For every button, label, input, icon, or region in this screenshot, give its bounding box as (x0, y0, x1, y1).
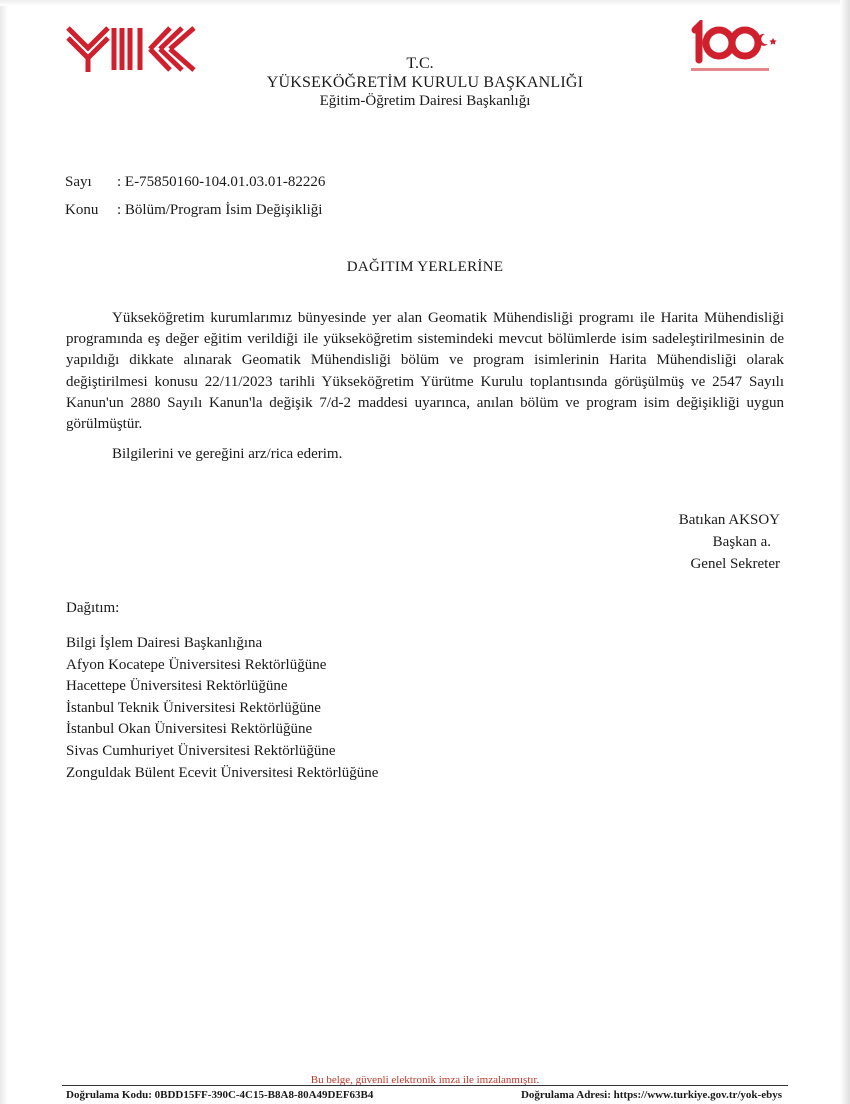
scan-edge-right (840, 0, 850, 1104)
meta-konu-label: Konu (65, 202, 99, 218)
list-item: Hacettepe Üniversitesi Rektörlüğüne (66, 678, 288, 695)
list-item: Bilgi İşlem Dairesi Başkanlığına (66, 635, 263, 651)
closing-line: Bilgilerini ve gereğini arz/rica ederim. (112, 446, 343, 462)
e-signature-notice: Bu belge, güvenli elektronik imza ile imzalanmıştır. (310, 1074, 540, 1086)
list-item: Sivas Cumhuriyet Üniversitesi Rektörlüğüne (66, 742, 336, 759)
list-item: İstanbul Okan Üniversitesi Rektörlüğüne (66, 721, 313, 738)
distribution-heading: Dağıtım: (66, 600, 120, 616)
scan-edge-top (0, 0, 850, 6)
list-item: İstanbul Teknik Üniversitesi Rektörlüğüne (66, 699, 321, 716)
verification-code: Doğrulama Kodu: 0BDD15FF-390C-4C15-B8A8-80A49DEF63B4 (66, 1089, 374, 1101)
header-institution: YÜKSEKÖĞRETİM KURULU BAŞKANLIĞI (266, 74, 584, 91)
footer-divider (62, 1085, 788, 1086)
signature-block (679, 509, 780, 575)
meta-sayi-label: Sayı (65, 174, 92, 190)
meta-konu-value: : Bölüm/Program İsim Değişikliği (117, 202, 323, 218)
meta-sayi-value: : E-75850160-104.01.03.01-82226 (117, 174, 326, 190)
body-text (66, 308, 784, 435)
body-paragraph: Yükseköğretim kurumlarımız bünyesinde yer alan Geomatik Mühendisliği programı ile Harita Mühendisliği programında eş değer eğitim verildiği ile yükseköğretim sistemindeki mevcut bölümlerde isim sadeleştirilmesinin de yapıldığı dikkate alınarak Geomatik Mühendisliği bölüm ve program isimlerinin Harita Mühendisliği olarak değiştirilmesi konusu 22/11/2023 tarihli Yükseköğretim Yürütme Kurulu toplantısında görüşülmüş ve 2547 Sayılı Kanun'un 2880 Sayılı Kanun'la değişik 7/d-2 maddesi uyarınca, anılan bölüm ve program isim değişikliği uygun görülmüştür. (66, 310, 784, 433)
signature-title-1: Başkan a. (712, 534, 771, 550)
document-header (0, 54, 850, 111)
distribution-block (66, 600, 378, 784)
signature-name: Batıkan AKSOY (678, 512, 780, 528)
meta-konu-row (65, 202, 322, 219)
list-item: Afyon Kocatepe Üniversitesi Rektörlüğüne (66, 656, 327, 673)
header-department: Eğitim-Öğretim Dairesi Başkanlığı (319, 93, 531, 109)
meta-sayi-row (65, 174, 325, 191)
addressee-heading: DAĞITIM YERLERİNE (346, 259, 504, 275)
header-tc: T.C. (406, 55, 434, 72)
verification-address: Doğrulama Adresi: https://www.turkiye.gov.tr/yok-ebys (520, 1089, 782, 1101)
scan-edge-left (0, 0, 8, 1104)
signature-title-2: Genel Sekreter (690, 556, 780, 572)
distribution-list (66, 633, 378, 784)
list-item: Zonguldak Bülent Ecevit Üniversitesi Rektörlüğüne (66, 764, 379, 781)
